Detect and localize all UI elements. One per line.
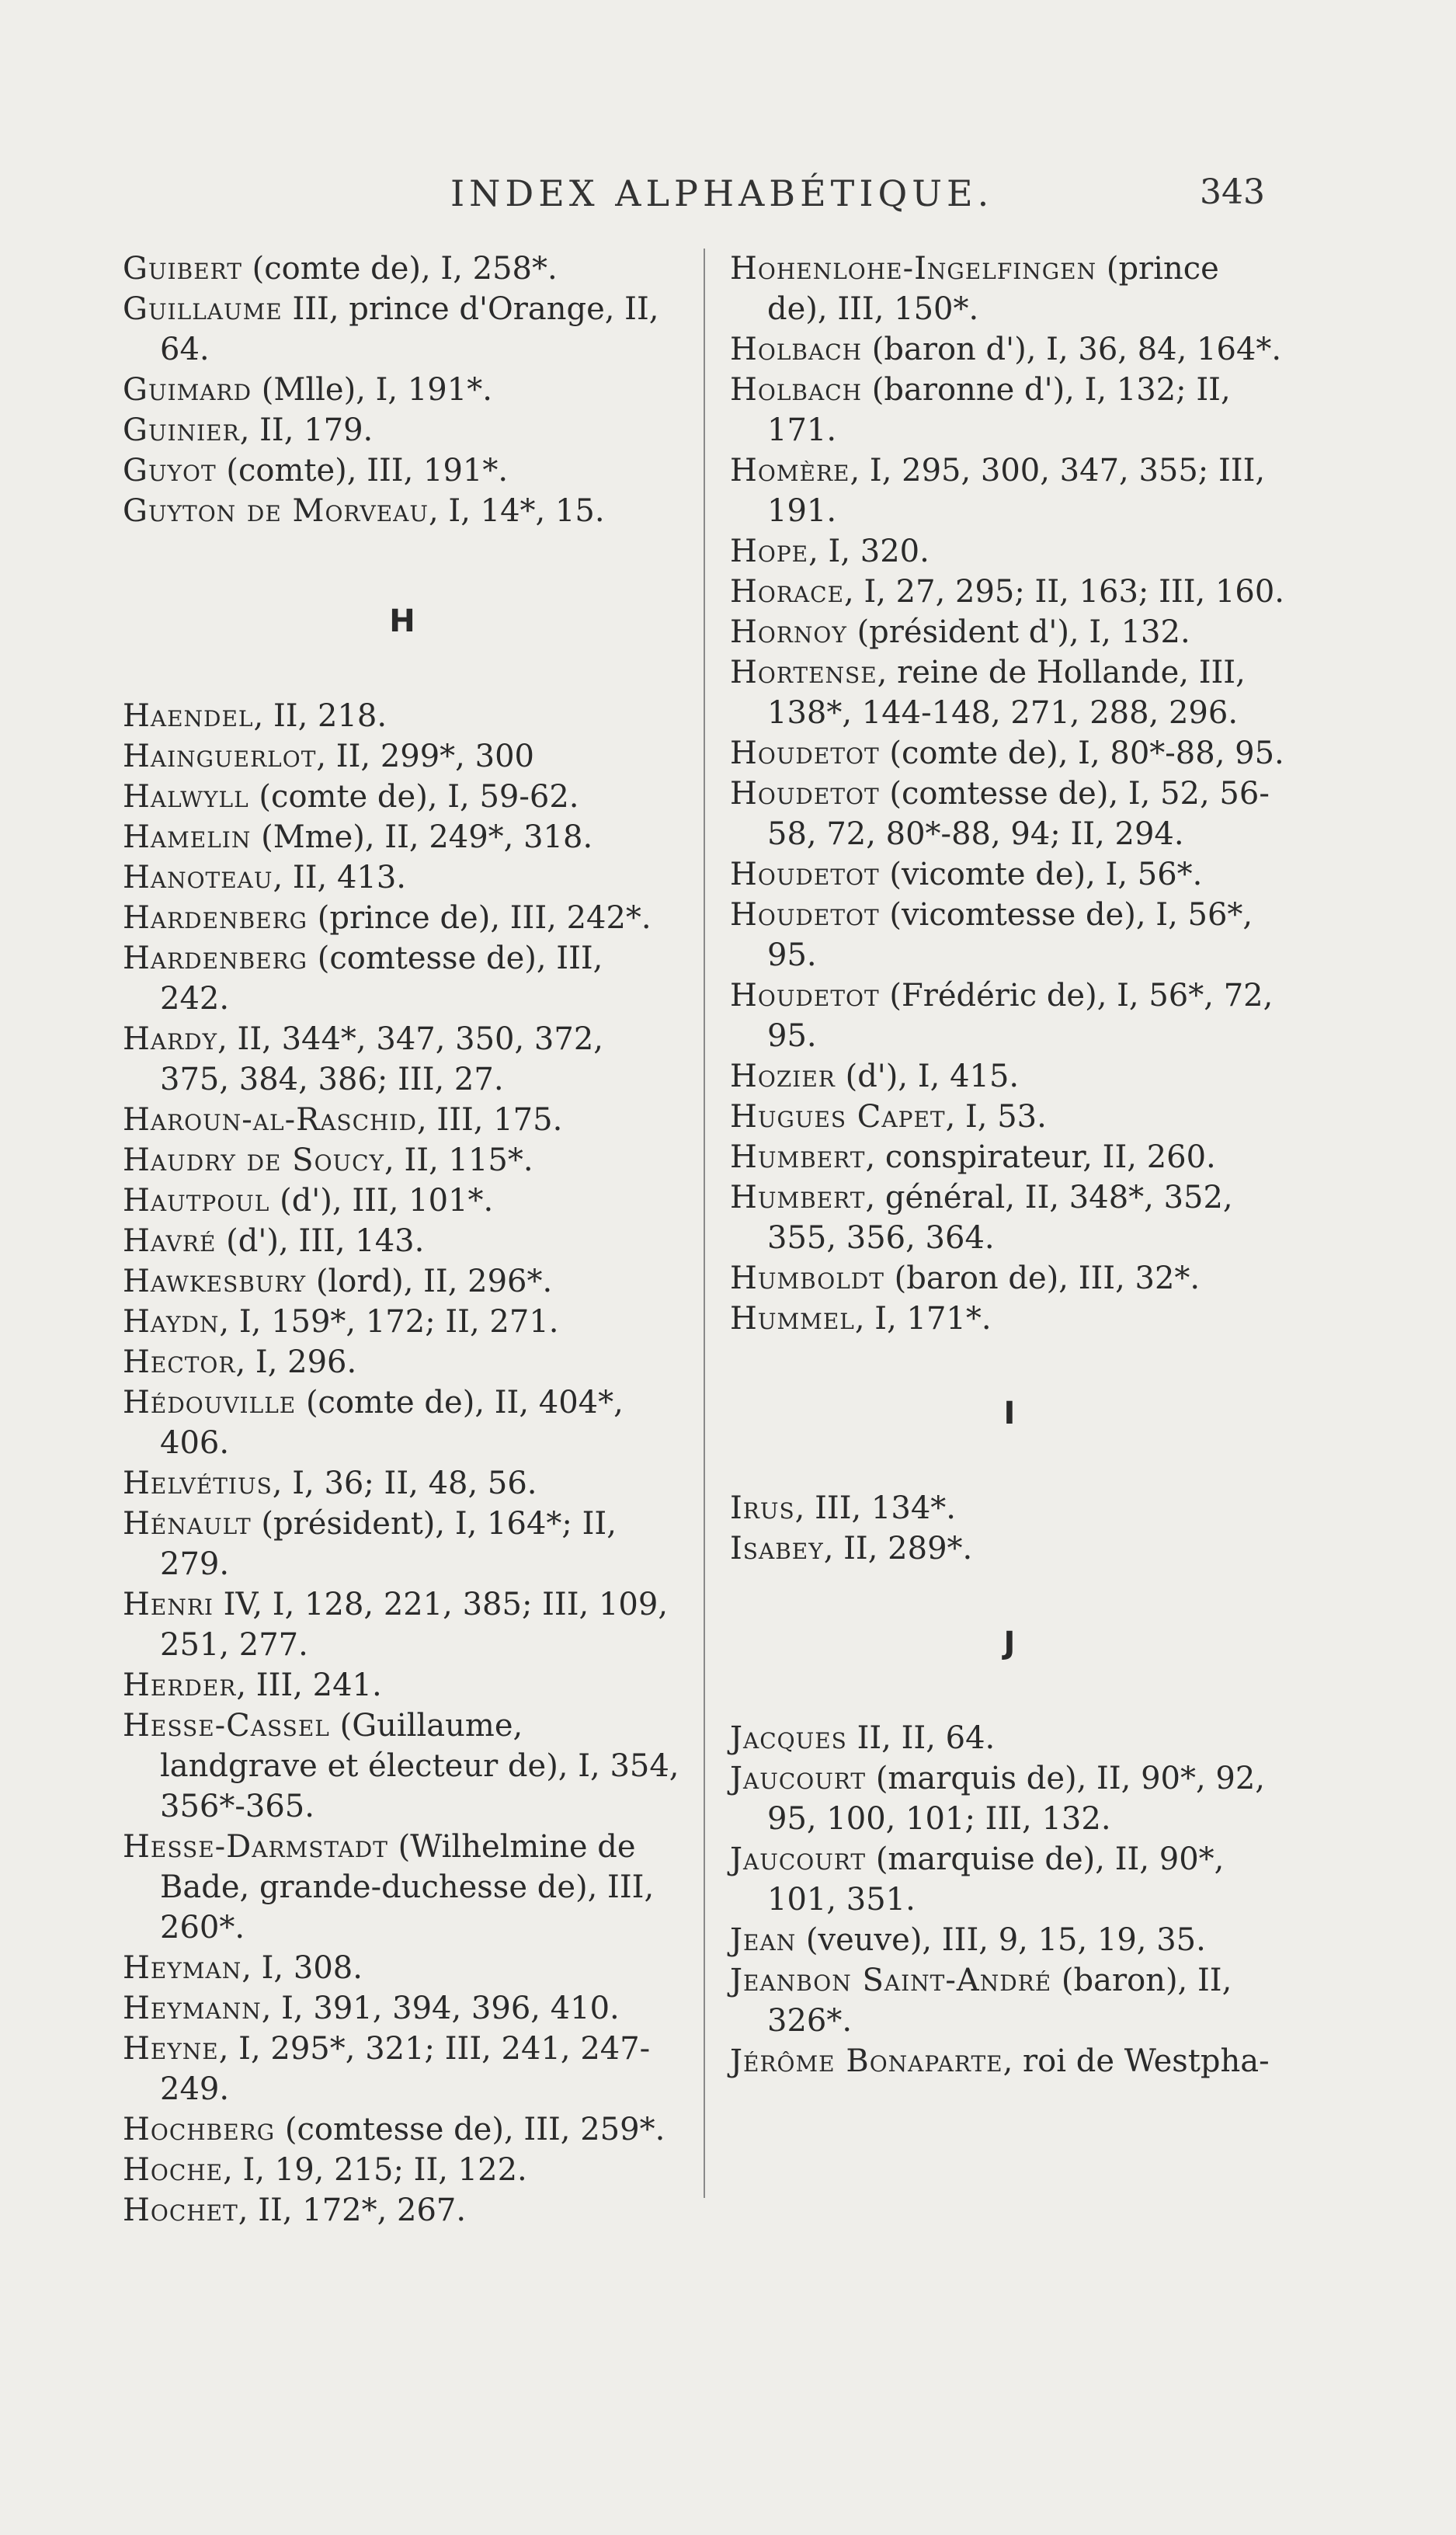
running-title: INDEX ALPHABÉTIQUE. [450,172,994,214]
entry-references: , conspirateur, II, 260. [865,1139,1216,1175]
entry-references: (président d'), I, 132. [846,614,1190,650]
entry-references: (vicomte de), I, 56*. [879,857,1203,892]
index-entry [123,1382,682,1463]
entry-references: , III, 134*. [794,1490,956,1526]
entry-references: , I, 391, 394, 396, 410. [261,1991,620,2026]
index-entry [730,249,1289,329]
entry-references: , I, 19, 215; II, 122. [223,2152,527,2188]
entry-references: (président), I, 164*; II, 279. [160,1506,617,1582]
entry-headword: Guyot [123,453,217,489]
entry-references: III, prince d'Orange, II, 64. [160,291,659,367]
entry-references: (comtesse de), III, 259*. [275,2112,665,2147]
entry-references: (Wilhelmine de Bade, grande-duchesse de), III, 260*. [160,1829,655,1946]
entry-headword: Hardy [123,1021,218,1057]
entry-references: (comte de), I, 59-62. [248,779,579,815]
entry-headword: Houdetot [730,897,880,933]
entry-headword: Hortense [730,655,877,690]
entry-headword: Hautpoul [123,1183,270,1219]
entry-headword: Isabey [730,1531,824,1567]
index-entry [730,1137,1289,1177]
index-entry [123,289,682,370]
entry-headword: Hédouville [123,1385,297,1421]
index-entry [123,1261,682,1302]
entry-headword: Homère [730,453,850,489]
entry-references: (prince de), III, 150*. [767,251,1219,327]
entry-headword: Jacques [730,1720,847,1756]
entry-references: , I, 53. [945,1099,1047,1135]
h-entries [123,696,682,2231]
index-entry [730,1177,1289,1258]
entry-headword: Houdetot [730,978,880,1014]
entry-references: , I, 14*, 15. [428,493,605,529]
entry-references: , II, 299*, 300 [316,739,534,774]
section-letter-i: I [1003,1396,1016,1431]
index-entry [123,1827,682,1948]
entry-references: , I, 320. [808,534,930,569]
entry-references: , I, 36; II, 48, 56. [272,1466,537,1501]
index-entry [730,1097,1289,1137]
entry-references: (comte), III, 191*. [216,453,509,489]
entry-headword: Humbert [730,1180,866,1215]
entry-references: , II, 218. [253,698,387,734]
index-entry [730,774,1289,854]
index-entry [730,1258,1289,1299]
entry-headword: Jaucourt [730,1761,867,1796]
index-entry [123,1504,682,1584]
index-entry [123,1140,682,1181]
index-entry [123,696,682,736]
index-entry [730,854,1289,895]
entry-headword: Guinier [123,412,240,448]
entry-headword: Humboldt [730,1261,884,1296]
entry-headword: Jérôme Bonaparte [730,2043,1003,2079]
index-entry [730,1299,1289,1339]
entry-headword: Guimard [123,372,252,408]
entry-headword: Guibert [123,251,242,287]
index-entry [730,572,1289,612]
entry-headword: Holbach [730,332,863,367]
entry-references: , II, 172*, 267. [238,2192,467,2228]
entry-references: (baron), II, 326*. [767,1963,1232,2039]
index-entry [730,1839,1289,1920]
index-entry [730,895,1289,975]
index-entry [730,733,1289,774]
entry-headword: Hénault [123,1506,252,1542]
entry-headword: Heyne [123,2031,219,2067]
entry-references: (prince de), III, 242*. [308,900,652,936]
index-entry [123,249,682,289]
entry-references: (marquis de), II, 90*, 92, 95, 100, 101; III, 132. [767,1761,1266,1837]
index-entry [123,2029,682,2109]
index-entry [123,491,682,531]
index-entry [730,329,1289,370]
entry-headword: Hainguerlot [123,739,317,774]
j-entries [730,1718,1289,2081]
entry-references: (baron d'), I, 36, 84, 164*. [862,332,1282,367]
page-number: 343 [1200,172,1265,212]
entry-references: , I, 295*, 321; III, 241, 247-249. [160,2031,651,2107]
entry-headword: Hawkesbury [123,1264,307,1299]
entry-references: (comte de), I, 258*. [242,251,558,287]
index-entry [123,1181,682,1221]
entry-headword: Havré [123,1223,217,1259]
entry-references: , I, 296. [235,1344,357,1380]
page-header [0,172,1456,219]
entry-headword: Hesse-Cassel [123,1708,330,1744]
entry-headword: Houdetot [730,776,880,812]
entry-headword: Hesse-Darmstadt [123,1829,388,1865]
index-entry [123,370,682,410]
entry-references: , II, 413. [273,860,407,895]
index-entry [123,898,682,938]
entry-headword: Hozier [730,1059,836,1094]
entry-headword: Houdetot [730,735,880,771]
entry-headword: Heyman [123,1950,242,1986]
entry-references: , général, II, 348*, 352, 355, 356, 364. [767,1180,1233,1256]
entry-references: , III, 175. [416,1102,563,1138]
index-entry [123,1100,682,1140]
entry-headword: Humbert [730,1139,866,1175]
entry-headword: Jaucourt [730,1841,867,1877]
entry-headword: Haendel [123,698,254,734]
entry-references: II, II, 64. [846,1720,996,1756]
column-divider [704,249,705,2198]
index-entry [123,777,682,817]
index-entry [123,857,682,898]
g-entries [123,249,682,531]
index-entry [123,1948,682,1988]
entry-references: , II, 115*. [384,1142,533,1178]
entry-references: (Mlle), I, 191*. [252,372,492,408]
h-entries-continued [730,249,1289,1339]
index-entry [123,1302,682,1342]
entry-headword: Hohenlohe-Ingelfingen [730,251,1097,287]
index-entry [730,450,1289,531]
index-entry [730,1488,1289,1528]
entry-references: (veuve), III, 9, 15, 19, 35. [796,1922,1206,1958]
index-entry [123,2150,682,2190]
entry-references: (comte de), II, 404*, 406. [160,1385,624,1461]
index-entry [123,410,682,450]
entry-headword: Guillaume [123,291,283,327]
index-entry [730,1528,1289,1569]
entry-headword: Hummel [730,1301,855,1337]
entry-references: (baronne d'), I, 132; II, 171. [767,372,1231,448]
i-entries [730,1488,1289,1569]
entry-headword: Hector [123,1344,236,1380]
index-entry [123,2109,682,2150]
entry-headword: Heymann [123,1991,262,2026]
entry-references: (Frédéric de), I, 56*, 72, 95. [767,978,1274,1054]
entry-headword: Hochet [123,2192,238,2228]
index-entry [123,1342,682,1382]
entry-headword: Herder [123,1667,237,1703]
entry-headword: Haroun-al-Raschid [123,1102,417,1138]
entry-headword: Haudry de Soucy [123,1142,385,1178]
entry-references: (baron de), III, 32*. [884,1261,1201,1296]
entry-headword: Jean [730,1922,797,1958]
entry-references: (d'), I, 415. [835,1059,1020,1094]
index-entry [730,370,1289,450]
entry-references: , I, 308. [242,1950,363,1986]
index-entry [730,1718,1289,1758]
index-entry [123,1584,682,1665]
index-entry [123,1463,682,1504]
entry-references: (d'), III, 143. [216,1223,425,1259]
entry-headword: Hornoy [730,614,847,650]
right-column [730,249,1289,2081]
entry-headword: Guyton de Morveau [123,493,429,529]
entry-references: (vicomtesse de), I, 56*, 95. [767,897,1253,973]
entry-headword: Hugues Capet [730,1099,946,1135]
index-entry [123,817,682,857]
entry-headword: Irus [730,1490,795,1526]
index-entry [730,612,1289,652]
entry-references: (Mme), II, 249*, 318. [251,819,593,855]
entry-references: , I, 295, 300, 347, 355; III, 191. [767,453,1266,529]
index-entry [123,1706,682,1827]
entry-references: (lord), II, 296*. [306,1264,553,1299]
index-entry [730,1920,1289,1960]
index-entry [123,1988,682,2029]
entry-headword: Houdetot [730,857,880,892]
entry-references: , III, 241. [236,1667,382,1703]
index-entry [123,450,682,491]
entry-headword: Halwyll [123,779,249,815]
entry-headword: Henri [123,1587,214,1622]
entry-references: , I, 159*, 172; II, 271. [219,1304,559,1340]
entry-references: (comtesse de), III, 242. [160,941,603,1017]
entry-headword: Hoche [123,2152,224,2188]
entry-references: , II, 179. [239,412,374,448]
index-entry [123,938,682,1019]
index-entry [730,2041,1289,2081]
index-entry [730,1056,1289,1097]
index-entry [123,1019,682,1100]
entry-headword: Holbach [730,372,863,408]
entry-headword: Jeanbon Saint-André [730,1963,1052,1998]
section-letter-h: H [389,603,415,639]
index-entry [730,531,1289,572]
entry-headword: Horace [730,574,845,610]
entry-references: , roi de Westpha- [1003,2043,1270,2079]
entry-references: , II, 344*, 347, 350, 372, 375, 384, 386; III, 27. [160,1021,603,1097]
entry-references: , I, 171*. [854,1301,992,1337]
entry-references: (d'), III, 101*. [269,1183,494,1219]
entry-references: (comte de), I, 80*-88, 95. [879,735,1284,771]
index-entry [730,652,1289,733]
index-entry [123,736,682,777]
entry-references: (marquise de), II, 90*, 101, 351. [767,1841,1225,1918]
index-entry [730,975,1289,1056]
entry-references: , I, 27, 295; II, 163; III, 160. [844,574,1285,610]
left-column [123,249,682,2231]
entry-references: , reine de Hollande, III, 138*, 144-148, 271, 288, 296. [767,655,1246,731]
index-entry [123,1665,682,1706]
entry-headword: Hamelin [123,819,252,855]
entry-headword: Helvétius [123,1466,273,1501]
entry-headword: Hochberg [123,2112,276,2147]
index-entry [730,1758,1289,1839]
index-entry [730,1960,1289,2041]
index-entry [123,2190,682,2231]
entry-headword: Hanoteau [123,860,273,895]
entry-references: (comtesse de), I, 52, 56-58, 72, 80*-88, 94; II, 294. [767,776,1270,852]
entry-headword: Hardenberg [123,900,308,936]
entry-headword: Hope [730,534,809,569]
index-entry [123,1221,682,1261]
entry-headword: Haydn [123,1304,220,1340]
entry-headword: Hardenberg [123,941,308,976]
entry-references: (Guillaume, landgrave et électeur de), I, 354, 356*-365. [160,1708,679,1824]
entry-references: IV, I, 128, 221, 385; III, 109, 251, 277. [160,1587,669,1663]
entry-references: , II, 289*. [823,1531,973,1567]
section-letter-j: J [1003,1626,1016,1661]
